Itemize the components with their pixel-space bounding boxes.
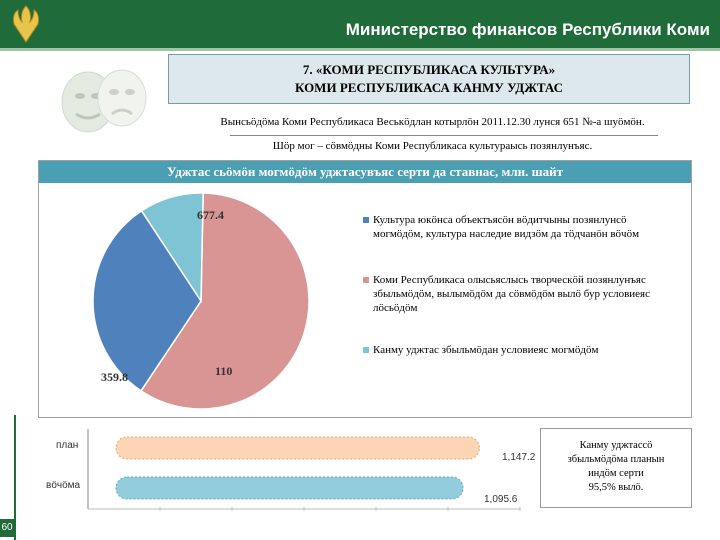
theater-masks-icon <box>40 60 160 140</box>
ministry-title: Министерство финансов Республики Коми <box>345 20 710 39</box>
section-title-line2: КОМИ РЕСПУБЛИКАСА КАНМУ УДЖТАС <box>294 80 564 95</box>
bar-chart <box>40 425 540 515</box>
page-edge-line <box>14 415 16 540</box>
bar-category-actual: вӧчӧма <box>46 480 81 491</box>
result-callout <box>540 428 692 508</box>
header-bar <box>0 0 720 51</box>
callout-line3: индӧм серти <box>588 468 644 479</box>
data-label-conditions: 110 <box>215 364 233 378</box>
page-number: 60 <box>0 519 14 537</box>
callout-line2: збыльмӧдӧма планын <box>567 454 665 465</box>
legend-label: Коми Республикаса олысьяслысь творческӧй позянлунъяс збыльмӧдӧм, вылымӧдӧм да сӧвмӧдӧм вылӧ бур условиеяс лӧсьӧдӧм <box>373 274 651 314</box>
legend-label: Культура юкӧнса объектъясӧн вӧдитчыны позянлунсӧ могмӧдӧм, культура наследие видзӧм да тӧдчанӧн вӧчӧм <box>373 214 640 240</box>
legend-item-culture <box>363 213 683 241</box>
bar-actual <box>116 477 463 499</box>
data-label-culture: 677.4 <box>197 208 224 222</box>
legend-item-creative <box>363 273 683 315</box>
chart-title: Уджтас сьӧмӧн могмӧдӧм уджтасувъяс серти да ставнас, млн. шайт <box>39 161 691 183</box>
bar-value-actual: 1,095.6 <box>484 494 518 505</box>
section-title-box <box>168 54 690 104</box>
republic-emblem-icon <box>4 2 48 46</box>
bar-value-plan: 1,147.2 <box>502 452 536 463</box>
legend-label: Канму уджтас збыльмӧдан условиеяс могмӧдӧм <box>373 344 599 356</box>
pie-chart-panel <box>38 160 692 418</box>
callout-line4: 95,5% вылӧ. <box>588 482 644 493</box>
goal-text: Шӧр мог – сӧвмӧдны Коми Республикаса культураысь позянлунъяс. <box>272 140 593 152</box>
section-title-line1: 7. «КОМИ РЕСПУБЛИКАСА КУЛЬТУРА» <box>302 62 556 77</box>
data-label-creative: 359.8 <box>101 370 128 384</box>
legend-swatch <box>363 217 369 223</box>
bar-plan <box>116 437 479 459</box>
legend-swatch <box>363 277 369 283</box>
divider <box>230 135 658 136</box>
decree-text: Вынсьӧдӧма Коми Республикаса Веськӧдлан котырлӧн 2011.12.30 лунся 651 №-а шуӧмӧн. <box>220 116 645 128</box>
legend-item-conditions <box>363 343 683 357</box>
bar-category-plan: план <box>56 440 79 451</box>
callout-line1: Канму уджтассӧ <box>579 440 653 451</box>
legend-swatch <box>363 347 369 353</box>
